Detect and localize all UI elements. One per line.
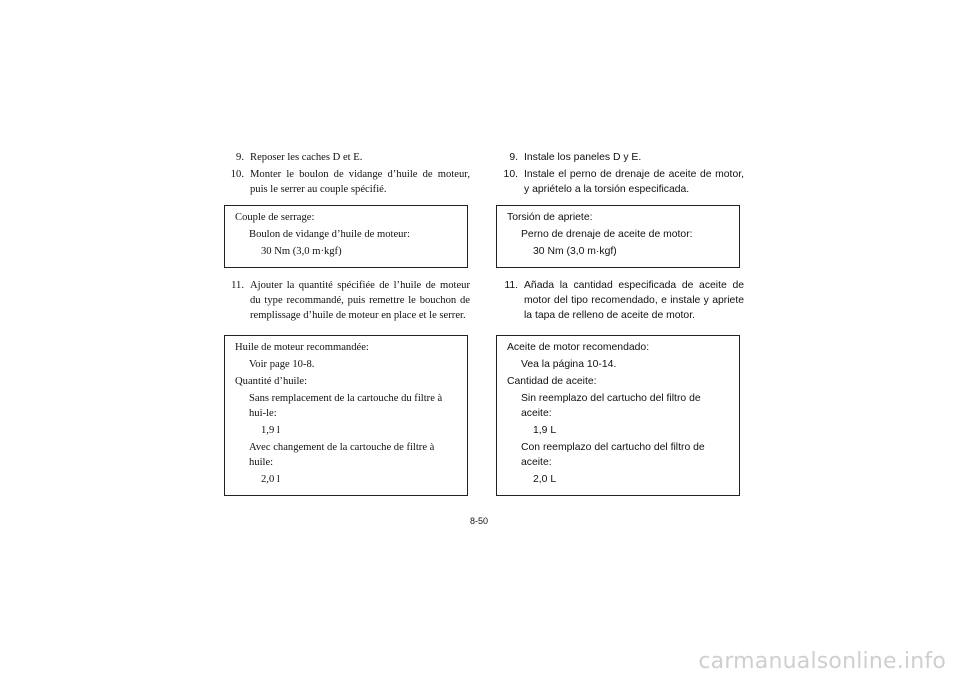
spanish-column	[496, 150, 744, 506]
spec-title: Aceite de motor recomendado:	[507, 342, 650, 353]
spec-without-filter: Sans remplacement de la cartouche du filtre à hui-le:	[249, 393, 443, 419]
spec-with-filter-value: 2,0 l	[261, 474, 280, 485]
step-text: Añada la cantidad especificada de aceite de motor del tipo recomendado, e instale y apriete la tapa de relleno de aceite de motor.	[524, 280, 744, 321]
page-number: 8-50	[470, 516, 489, 526]
spec-item: Boulon de vidange d’huile de moteur:	[249, 229, 410, 240]
spec-without-filter: Sin reemplazo del cartucho del filtro de aceite:	[521, 393, 701, 419]
spec-value: 30 Nm (3,0 m·kgf)	[261, 246, 342, 257]
es-step-10	[496, 167, 744, 197]
step-number: 11.	[231, 280, 244, 291]
spec-title: Couple de serrage:	[235, 212, 315, 223]
spec-reference: Vea la página 10-14.	[521, 359, 617, 370]
step-text: Ajouter la quantité spécifiée de l’huile de moteur du type recommandé, puis remettre le bouchon de remplissage d’huile de moteur en place et le serrer.	[250, 280, 470, 321]
step-number: 9.	[236, 152, 244, 163]
spec-with-filter-value: 2,0 L	[533, 474, 557, 485]
spec-reference: Voir page 10-8.	[249, 359, 315, 370]
watermark-text: carmanualsonline.info	[698, 649, 946, 674]
fr-step-11	[222, 278, 470, 323]
es-step-11	[496, 278, 744, 323]
spec-title: Huile de moteur recommandée:	[235, 342, 369, 353]
spec-item: Perno de drenaje de aceite de motor:	[521, 229, 693, 240]
french-column	[222, 150, 470, 506]
spec-without-filter-value: 1,9 L	[533, 425, 557, 436]
step-text: Instale el perno de drenaje de aceite de motor, y apriételo a la torsión especificada.	[524, 169, 744, 195]
step-number: 10.	[230, 169, 244, 180]
es-step-9	[496, 150, 744, 165]
step-text: Monter le boulon de vidange d’huile de moteur, puis le serrer au couple spécifié.	[250, 169, 470, 195]
spec-quantity-title: Cantidad de aceite:	[507, 376, 597, 387]
fr-step-9	[222, 150, 470, 165]
spec-quantity-title: Quantité d’huile:	[235, 376, 308, 387]
spec-value: 30 Nm (3,0 m·kgf)	[533, 246, 617, 257]
step-number: 10.	[503, 169, 518, 180]
spec-title: Torsión de apriete:	[507, 212, 593, 223]
es-oil-spec-box	[496, 335, 740, 496]
fr-oil-spec-box	[224, 335, 468, 496]
step-text: Reposer les caches D et E.	[250, 152, 363, 163]
es-torque-spec-box	[496, 205, 740, 268]
spec-with-filter: Con reemplazo del cartucho del filtro de aceite:	[521, 442, 705, 468]
step-number: 11.	[504, 280, 518, 291]
step-number: 9.	[509, 152, 518, 163]
fr-step-10	[222, 167, 470, 197]
spec-with-filter: Avec changement de la cartouche de filtre à huile:	[249, 442, 435, 468]
fr-torque-spec-box	[224, 205, 468, 268]
spec-without-filter-value: 1,9 l	[261, 425, 280, 436]
step-text: Instale los paneles D y E.	[524, 152, 642, 163]
